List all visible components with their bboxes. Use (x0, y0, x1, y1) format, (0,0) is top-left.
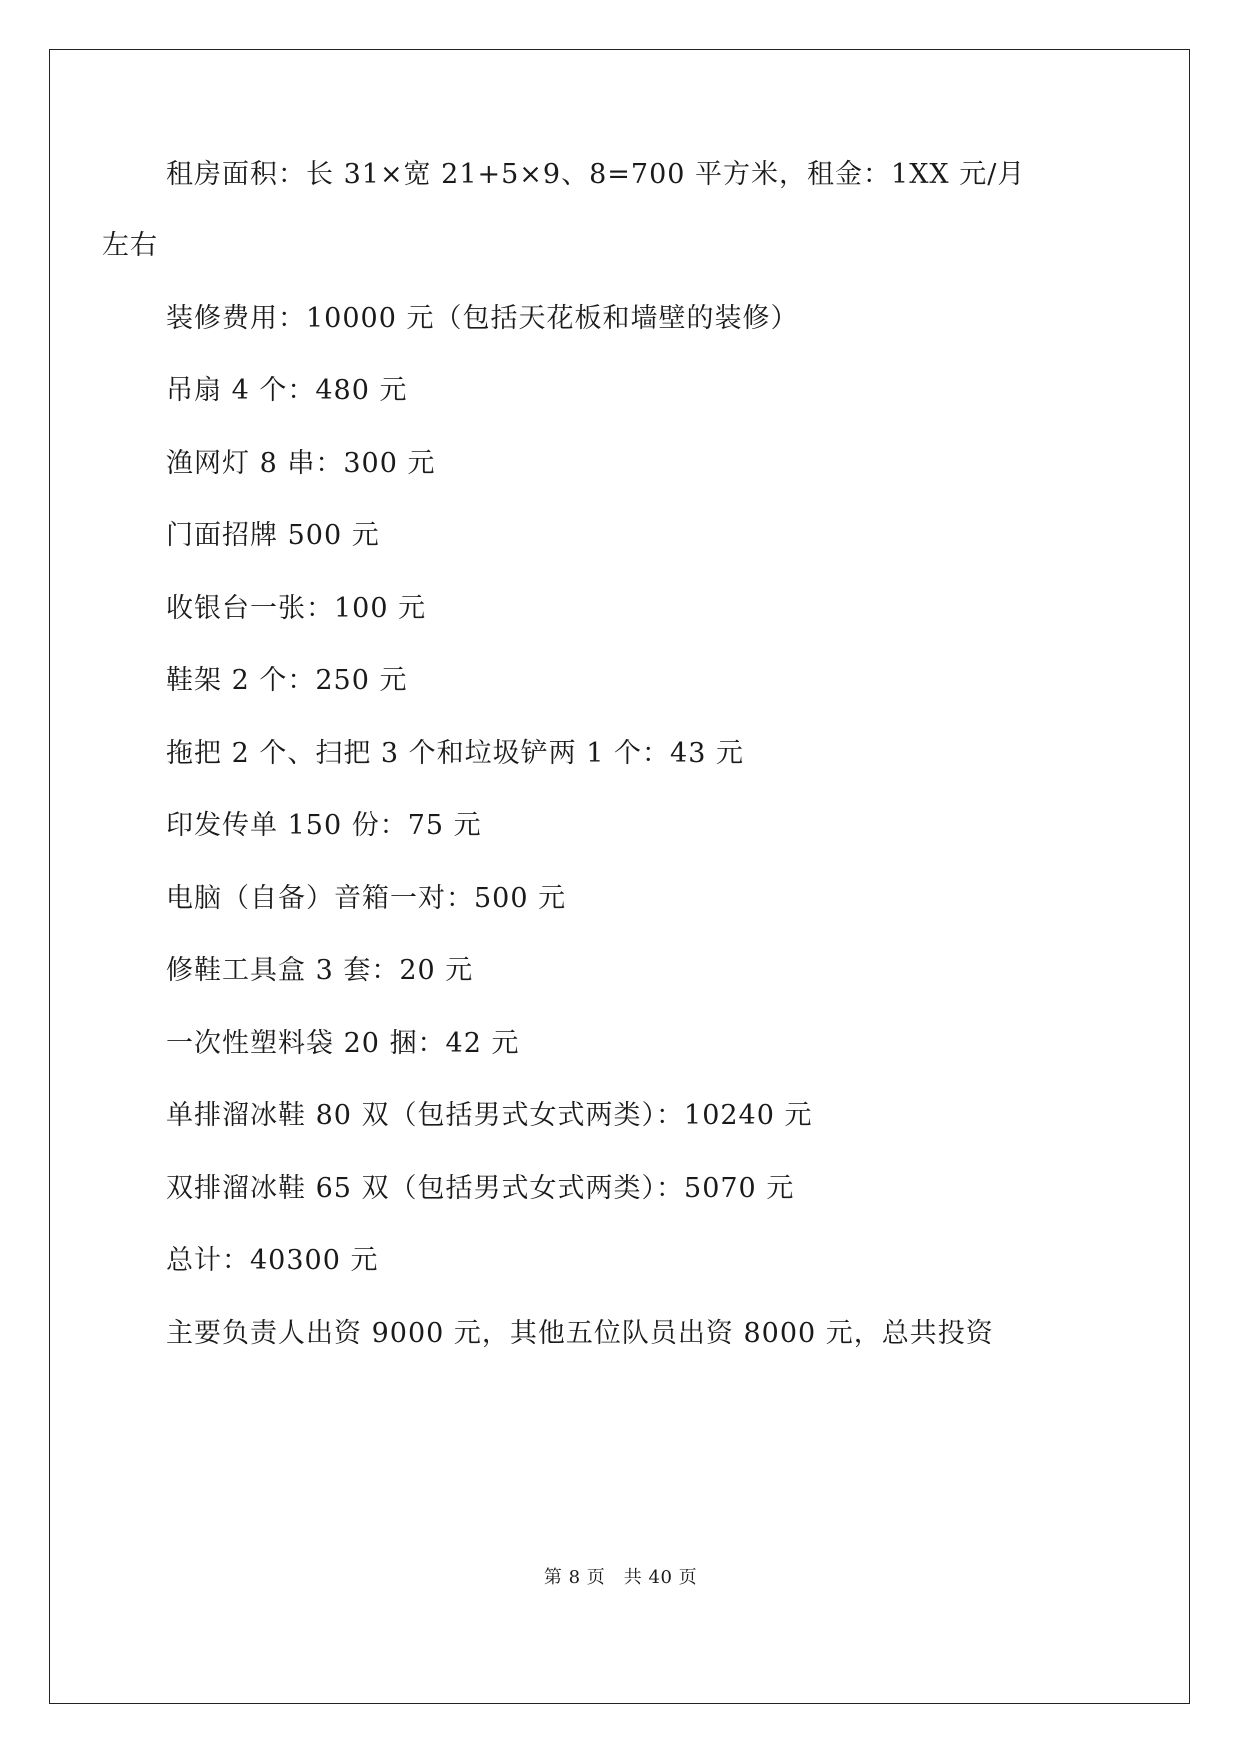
list-item: 双排溜冰鞋 65 双（包括男式女式两类）：5070 元 (166, 1173, 795, 1204)
list-item: 印发传单 150 份：75 元 (166, 810, 482, 841)
list-item: 拖把 2 个、扫把 3 个和垃圾铲两 1 个：43 元 (166, 738, 744, 769)
list-item: 鞋架 2 个：250 元 (166, 665, 408, 696)
paragraph-continuation: 左右 (102, 230, 158, 261)
list-item: 渔网灯 8 串：300 元 (166, 448, 436, 479)
list-item: 电脑（自备）音箱一对：500 元 (166, 883, 567, 914)
page-number-footer: 第 8 页 共 40 页 (543, 1567, 698, 1588)
paragraph-investment: 主要负责人出资 9000 元，其他五位队员出资 8000 元，总共投资 (166, 1318, 994, 1349)
list-item: 门面招牌 500 元 (166, 520, 380, 551)
paragraph-rent-area: 租房面积：长 31×宽 21+5×9、8=700 平方米，租金：1XX 元/月 (166, 159, 1026, 190)
list-item: 装修费用：10000 元（包括天花板和墙壁的装修） (166, 303, 799, 334)
list-item: 吊扇 4 个：480 元 (166, 375, 408, 406)
list-item: 修鞋工具盒 3 套：20 元 (166, 955, 474, 986)
list-item: 收银台一张：100 元 (166, 593, 427, 624)
list-item: 单排溜冰鞋 80 双（包括男式女式两类）：10240 元 (166, 1100, 813, 1131)
list-item: 一次性塑料袋 20 捆：42 元 (166, 1028, 520, 1059)
total-line: 总计：40300 元 (166, 1245, 379, 1276)
page-frame (49, 49, 1190, 1704)
